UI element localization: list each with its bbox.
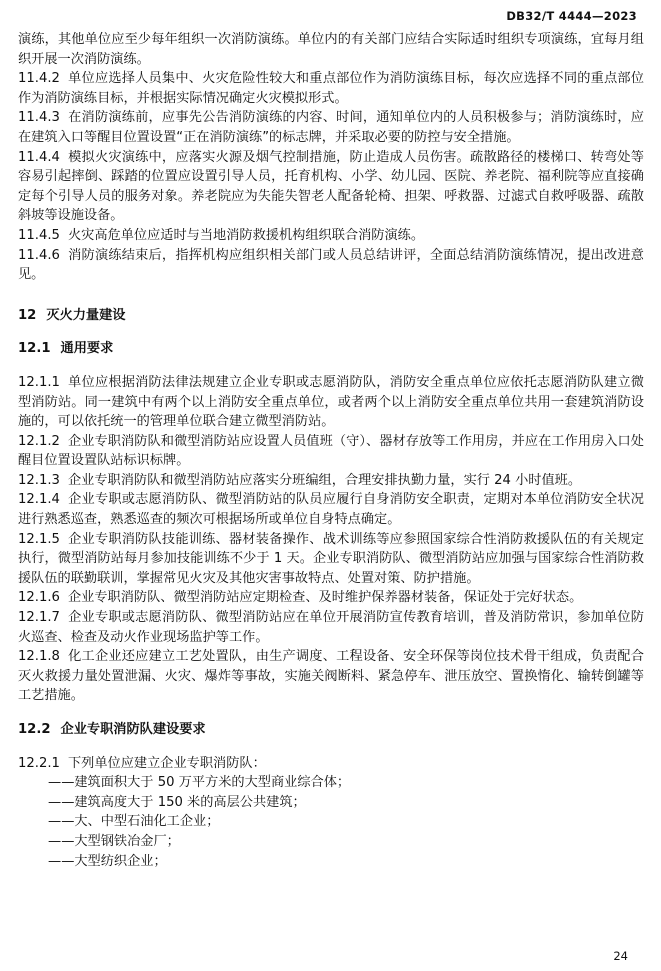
list-item: ——大、中型石油化工企业； xyxy=(48,814,220,830)
list-item: ——建筑高度大于 150 米的高层公共建筑； xyxy=(48,794,306,810)
clause-12-1-8 xyxy=(18,647,644,706)
clause-12-1-6 xyxy=(18,588,644,608)
clause-text: 企业专职消防队和微型消防站应设置人员值班（守）、器材存放等工作用房，并应在工作用房入口处醒目位置设置队站标识标牌。 xyxy=(18,433,644,469)
document-body xyxy=(18,30,644,871)
clause-number: 11.4.3 xyxy=(18,110,60,126)
clause-text: 企业专职或志愿消防队、微型消防站应在单位开展消防宣传教育培训，普及消防常识，参加单位防火巡查、检查及动火作业现场监护等工作。 xyxy=(18,610,644,645)
clause-text: 火灾高危单位应适时与当地消防救援机构组织联合消防演练。 xyxy=(67,227,425,243)
clause-text: 模拟火灾演练中，应落实火源及烟气控制措施，防止造成人员伤害。疏散路径的楼梯口、转弯处等容易引起摔倒、踩踏的位置应设置引导人员，托育机构、小学、幼儿园、医院、养老院、福利院等应直接确定每个引导人员的服务对象。养老院应为失能失智老人配备轮椅、担架、呼救器、过滤式自救呼吸器、疏散斜坡等设施设备。 xyxy=(18,149,644,224)
clause-number: 12.1.4 xyxy=(18,492,60,508)
clause-number: 12.1.6 xyxy=(18,590,60,606)
heading-title: 通用要求 xyxy=(60,341,114,357)
paragraph-continued: 演练，其他单位应至少每年组织一次消防演练。单位内的有关部门应结合实际适时组织专项演练，宜每月组织开展一次消防演练。 xyxy=(18,32,644,67)
clause-text: 企业专职消防队技能训练、器材装备操作、战术训练等应参照国家综合性消防救援队伍的有关规定执行，微型消防站每月参加技能训练不少于 1 天。企业专职消防队、微型消防站应加强与国家综合性消防救援队伍的联勤联训，掌握常见火灾及其他灾害事故特点、处置对策、防护措施。 xyxy=(18,531,644,586)
clause-number: 12.1.8 xyxy=(18,649,60,665)
clause-12-1-3 xyxy=(18,471,644,491)
list-item: ——大型钢铁冶金厂； xyxy=(48,833,180,849)
heading-number: 12.1 xyxy=(18,341,51,357)
list-item: ——大型纺织企业； xyxy=(48,853,167,869)
unit-list xyxy=(18,773,644,871)
clause-text: 企业专职消防队和微型消防站应落实分班编组，合理安排执勤力量，实行 24 小时值班。 xyxy=(67,472,582,488)
standard-number: DB32/T 4444—2023 xyxy=(506,9,637,23)
clause-number: 11.4.2 xyxy=(18,71,60,87)
clause-number: 12.1.3 xyxy=(18,472,60,488)
clause-number: 11.4.4 xyxy=(18,149,60,165)
clause-number: 12.1.2 xyxy=(18,433,60,449)
clause-text: 企业专职消防队、微型消防站应定期检查、及时维护保养器材装备，保证处于完好状态。 xyxy=(67,590,583,606)
clause-text: 化工企业还应建立工艺处置队，由生产调度、工程设备、安全环保等岗位技术骨干组成，负责配合灭火救援力量处置泄漏、火灾、爆炸等事故，实施关阀断料、紧急停车、泄压放空、置换惰化、输转倒罐等工艺措施。 xyxy=(18,649,644,704)
clause-11-4-3 xyxy=(18,108,644,147)
clause-11-4-5 xyxy=(18,226,644,246)
heading-number: 12 xyxy=(18,307,37,323)
clause-12-2-1 xyxy=(18,754,644,774)
clause-number: 12.2.1 xyxy=(18,755,60,771)
heading-number: 12.2 xyxy=(18,722,51,737)
clause-12-1-4 xyxy=(18,490,644,529)
clause-12-1-7 xyxy=(18,608,644,647)
clause-number: 11.4.5 xyxy=(18,227,60,243)
clause-11-4-4 xyxy=(18,148,644,226)
clause-12-1-2 xyxy=(18,432,644,471)
section-heading-12-1 xyxy=(18,339,644,359)
clause-text: 单位应选择人员集中、火灾危险性较大和重点部位作为消防演练目标，每次应选择不同的重点部位作为消防演练目标，并根据实际情况确定火灾模拟形式。 xyxy=(18,71,644,106)
clause-12-1-1 xyxy=(18,373,644,432)
clause-number: 12.1.1 xyxy=(18,374,60,390)
chapter-heading-12 xyxy=(18,306,644,326)
clause-12-1-5 xyxy=(18,530,644,589)
list-item: ——建筑面积大于 50 万平方米的大型商业综合体； xyxy=(48,775,351,791)
clause-text: 在消防演练前，应事先公告消防演练的内容、时间，通知单位内的人员积极参与；消防演练时，应在建筑入口等醒目位置设置“正在消防演练”的标志牌，并采取必要的防控与安全措施。 xyxy=(18,110,644,145)
clause-number: 11.4.6 xyxy=(18,247,60,263)
clause-text: 单位应根据消防法律法规建立企业专职或志愿消防队，消防安全重点单位应依托志愿消防队建立微型消防站。同一建筑中有两个以上消防安全重点单位，或者两个以上消防安全重点单位共用一套建筑消防设施的，可以依托统一的管理单位联合建立微型消防站。 xyxy=(18,374,644,430)
clause-text: 企业专职或志愿消防队、微型消防站的队员应履行自身消防安全职责，定期对本单位消防安全状况进行熟悉巡查，熟悉巡查的频次可根据场所或单位自身特点确定。 xyxy=(18,492,644,528)
clause-text: 下列单位应建立企业专职消防队： xyxy=(67,755,266,771)
clause-number: 12.1.5 xyxy=(18,531,60,547)
section-heading-12-2 xyxy=(18,720,644,740)
clause-number: 12.1.7 xyxy=(18,610,60,626)
clause-text: 消防演练结束后，指挥机构应组织相关部门或人员总结讲评，全面总结消防演练情况，提出改进意见。 xyxy=(18,247,644,283)
clause-11-4-6 xyxy=(18,246,644,285)
clause-11-4-2 xyxy=(18,69,644,108)
page-number: 24 xyxy=(613,949,628,963)
heading-title: 灭火力量建设 xyxy=(46,307,126,323)
heading-title: 企业专职消防队建设要求 xyxy=(60,722,206,737)
